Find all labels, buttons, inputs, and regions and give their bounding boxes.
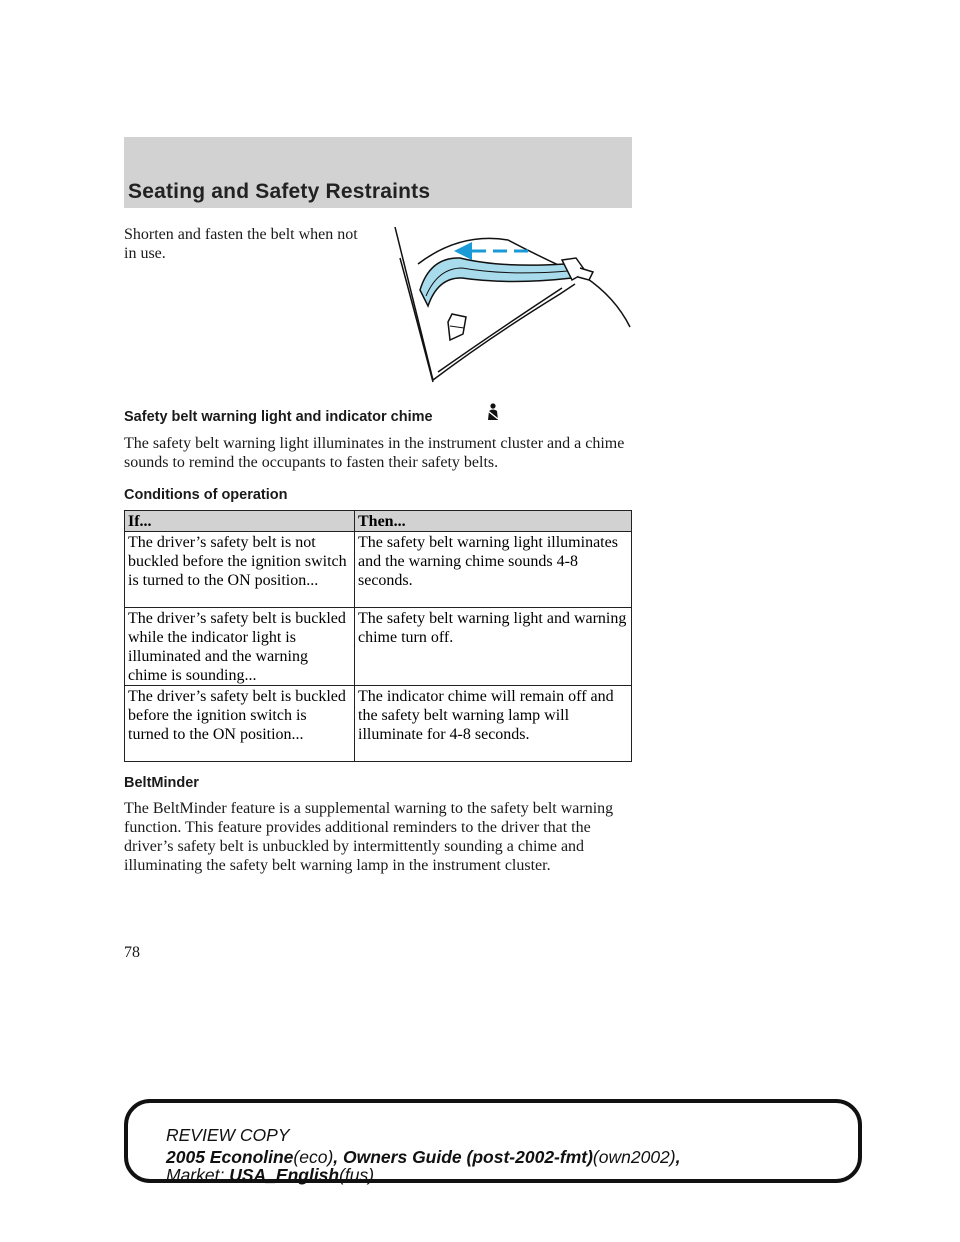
table-header-row bbox=[125, 511, 632, 532]
column-header-then: Then... bbox=[355, 511, 632, 532]
conditions-table bbox=[124, 510, 632, 762]
review-market: USA_English bbox=[229, 1165, 340, 1185]
review-model: 2005 Econoline bbox=[166, 1147, 294, 1167]
review-copy-label: REVIEW COPY bbox=[166, 1125, 290, 1145]
table-row bbox=[125, 686, 632, 762]
review-market-code: (fus) bbox=[339, 1165, 375, 1185]
table-cell: The driver’s safety belt is not buckled before the ignition switch is turned to the ON position... bbox=[125, 532, 355, 608]
warning-heading: Safety belt warning light and indicator chime bbox=[124, 409, 433, 425]
review-market-line bbox=[166, 1165, 374, 1185]
column-header-if: If... bbox=[125, 511, 355, 532]
table-cell: The safety belt warning light illuminates and the warning chime sounds 4-8 seconds. bbox=[355, 532, 632, 608]
stowed-belt-illustration bbox=[390, 222, 635, 390]
page-title: Seating and Safety Restraints bbox=[128, 180, 431, 203]
review-model-code: (eco) bbox=[293, 1147, 334, 1167]
review-guide: , Owners Guide (post-2002-fmt) bbox=[333, 1147, 593, 1167]
review-guide-code: (own2002) bbox=[592, 1147, 676, 1167]
table-cell: The driver’s safety belt is buckled before the ignition switch is turned to the ON position... bbox=[125, 686, 355, 762]
review-market-label: Market: bbox=[166, 1165, 230, 1185]
table-cell: The driver’s safety belt is buckled while the indicator light is illuminated and the warning chime is sounding... bbox=[125, 608, 355, 686]
page-number: 78 bbox=[124, 944, 140, 961]
beltminder-heading: BeltMinder bbox=[124, 775, 199, 791]
warning-paragraph: The safety belt warning light illuminates in the instrument cluster and a chime sounds to remind the occupants to fasten their safety belts. bbox=[124, 435, 625, 471]
conditions-heading: Conditions of operation bbox=[124, 487, 288, 503]
intro-text: Shorten and fasten the belt when not in use. bbox=[124, 226, 358, 262]
table-row bbox=[125, 532, 632, 608]
table-cell: The indicator chime will remain off and the safety belt warning lamp will illuminate for 4-8 seconds. bbox=[355, 686, 632, 762]
review-comma: , bbox=[675, 1147, 681, 1167]
table-cell: The safety belt warning light and warning chime turn off. bbox=[355, 608, 632, 686]
review-doc-line bbox=[166, 1147, 681, 1167]
beltminder-paragraph: The BeltMinder feature is a supplemental warning to the safety belt warning function. This feature provides additional reminders to the driver that the driver’s safety belt is unbuckled by intermittently sounding a chime and illuminating the safety belt warning lamp in the instrument cluster. bbox=[124, 800, 614, 874]
table-row bbox=[125, 608, 632, 686]
seatbelt-warning-icon bbox=[483, 402, 503, 422]
